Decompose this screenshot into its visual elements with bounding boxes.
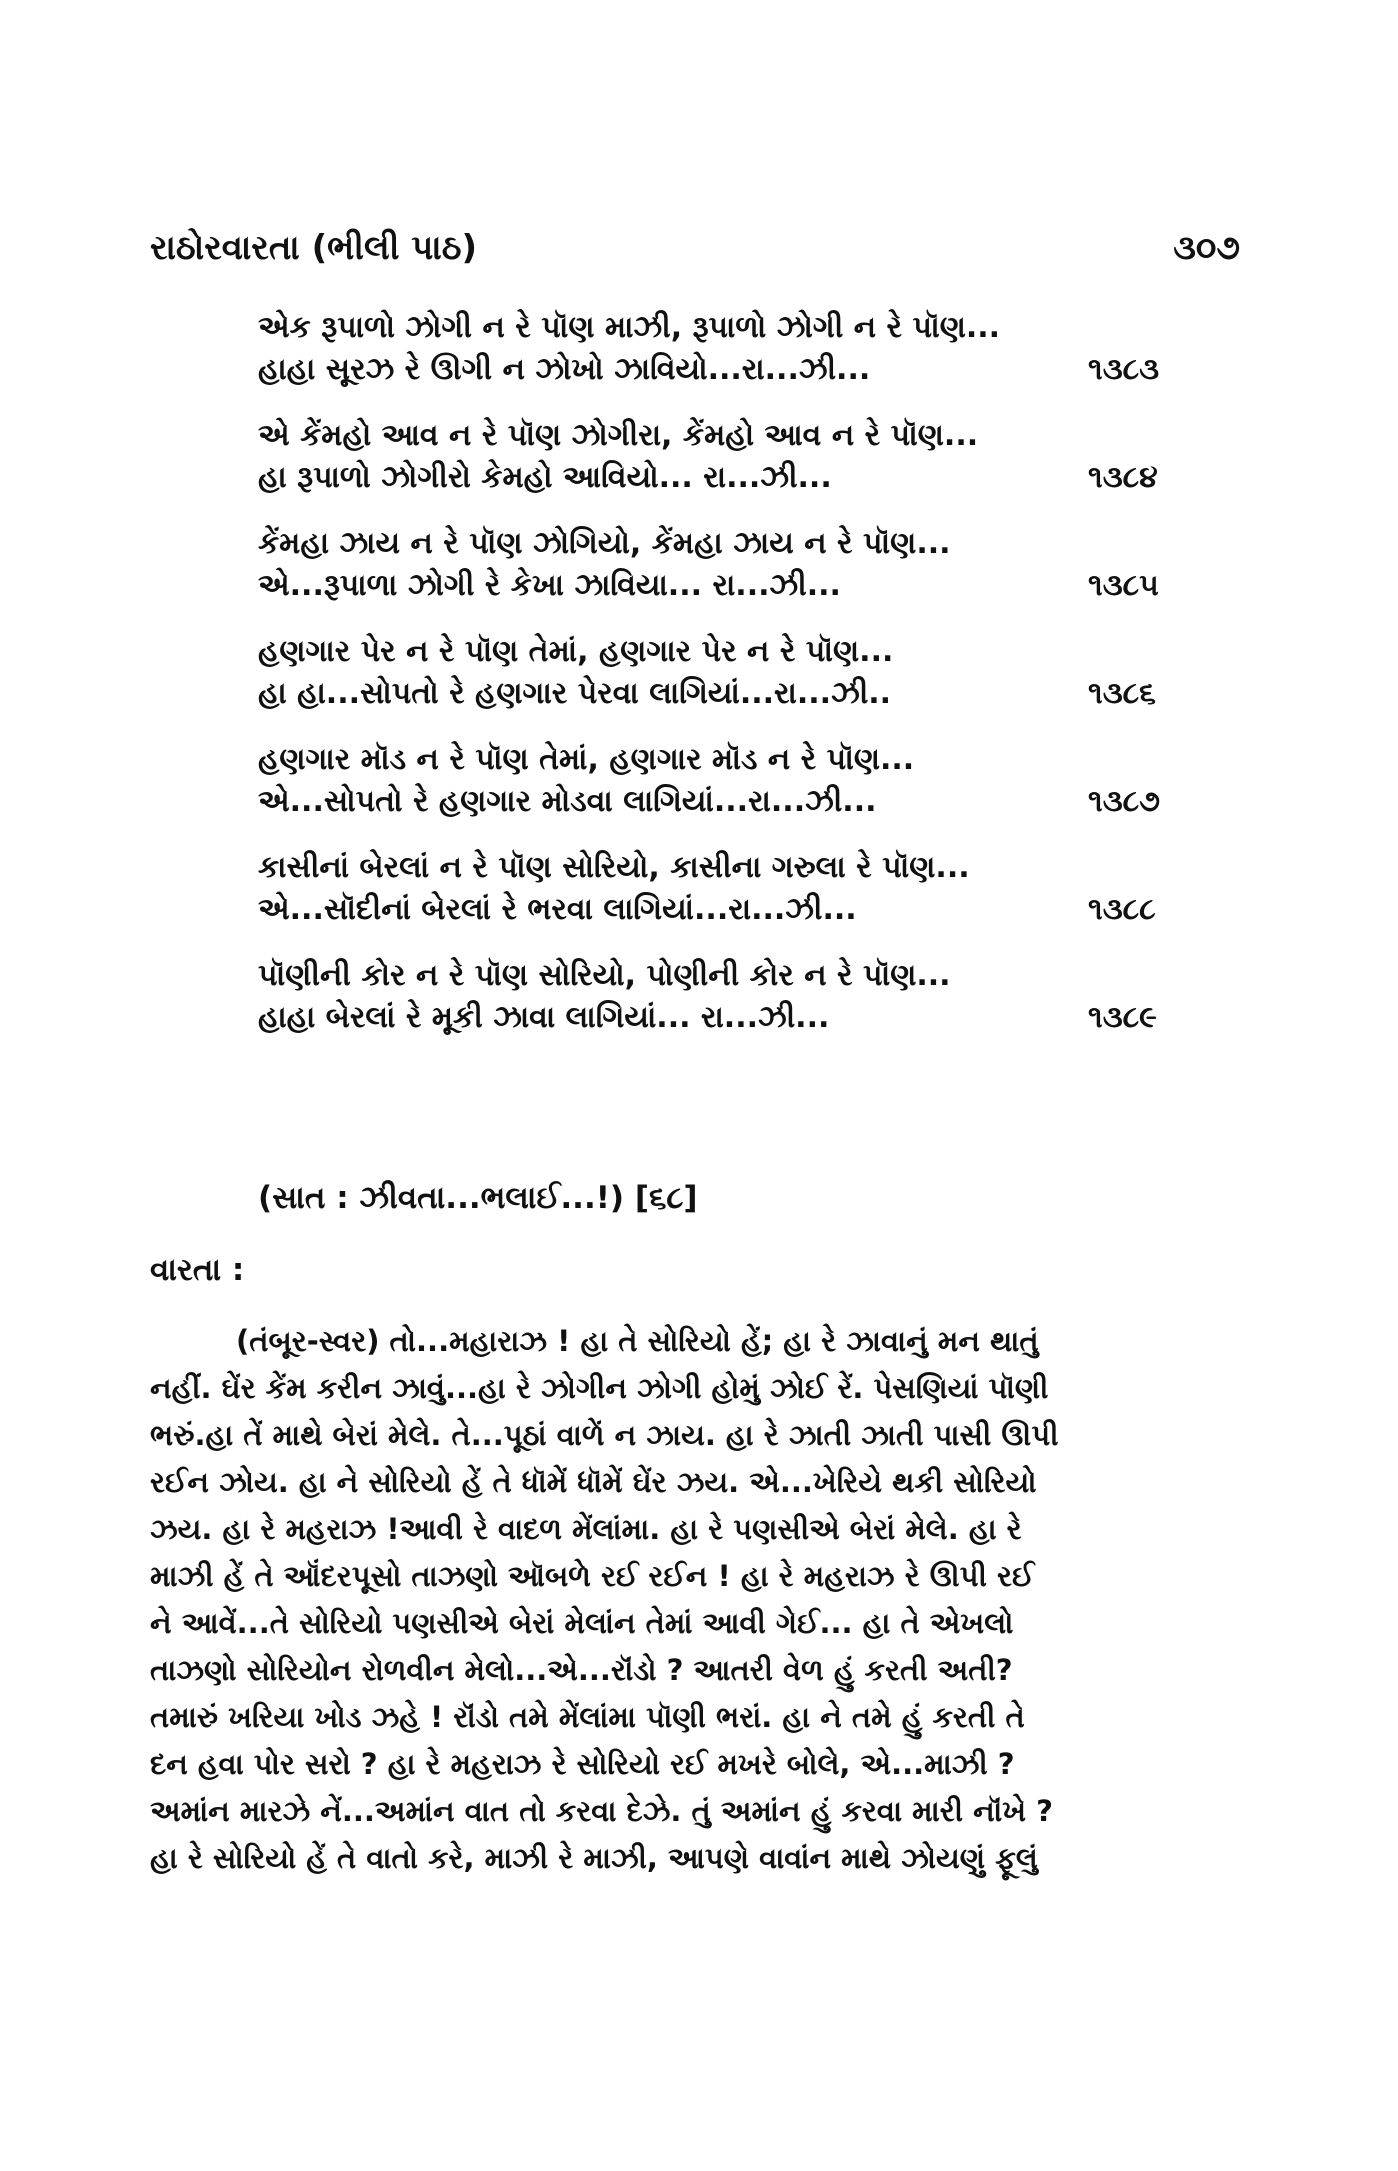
prose-line: માઝી હેં તે ઑંદરપૂસો તાઝણો ઑબળે રઈ રઈન ! હા રે મહરાઝ રે ઊપી રઈ	[150, 1559, 1035, 1593]
verse-line: કાસીનાં બેરલાં ન રે પૉણ સોરિયો, કાસીના ગરુલા રે પૉણ...	[258, 850, 970, 885]
verse-number: ૧૩૮૬	[1088, 676, 1156, 711]
verse-number: ૧૩૮૮	[1088, 892, 1156, 927]
verse-number: ૧૩૮૫	[1088, 568, 1159, 603]
stanza	[0, 840, 1398, 948]
verse-line: હણગાર મૉડ ન રે પૉણ તેમાં, હણગાર મૉડ ન રે પૉણ...	[258, 742, 915, 777]
verse-line: એ...રૂપાળા ઝોગી રે કેખા ઝાવિયા... રા...ઝી...	[258, 568, 841, 603]
verse-line: હા રૂપાળો ઝોગીરો કેમહો આવિયો... રા...ઝી...	[258, 460, 832, 495]
verse-line: હાહા બેરલાં રે મૂકી ઝાવા લાગિયાં... રા...ઝી...	[258, 1000, 830, 1035]
prose-line: ને આવેં...તે સોરિયો પણસીએ બેરાં મેલાંન તેમાં આવી ગેઈ... હા તે એખલો	[150, 1606, 1014, 1640]
stanza	[0, 516, 1398, 624]
verse-line: એ...સૉદીનાં બેરલાં રે ભરવા લાગિયાં...રા...ઝી...	[258, 892, 857, 927]
prose-paragraph	[150, 1318, 1240, 1882]
prose-line: અમાંન મારઝે નેં...અમાંન વાત તો કરવા દેઝે. તું અમાંન હું કરવા મારી નૉંખે ?	[150, 1794, 1053, 1828]
section-note: (સાત : ઝીવતા...ભલાઈ...!) [૬૮]	[258, 1180, 698, 1216]
prose-line: રઈન ઝોય. હા ને સોરિયો હેં તે ધૉમેં ધૉમેં ઘેંર ઝય. એ...ખેરિયે થકી સોરિયો	[150, 1465, 1037, 1499]
verse-line: પૉણીની કોર ન રે પૉણ સોરિયો, પોણીની કોર ન રે પૉણ...	[258, 958, 951, 993]
prose-line: નહીં. ઘેંર કેંમ કરીન ઝાવું...હા રે ઝોગીન ઝોગી હોમું ઝોઈ રેં. પેસણિયાં પૉણી	[150, 1371, 1049, 1405]
verse-line: એક રૂપાળો ઝોગી ન રે પૉણ માઝી, રૂપાળો ઝોગી ન રે પૉણ...	[258, 310, 1001, 345]
stanza	[0, 948, 1398, 1056]
prose-line: તાઝણો સોરિયોન રોળવીન મેલો...એ...રૉંડો ? આતરી વેળ હું કરતી અતી?	[150, 1653, 1013, 1687]
verse-number: ૧૩૮૪	[1088, 460, 1158, 495]
prose-line: ભરું.હા તેં માથે બેરાં મેલે. તે...પૂઠાં વાળેં ન ઝાય. હા રે ઝાતી ઝાતી પાસી ઊપી	[150, 1418, 1059, 1452]
stanza	[0, 732, 1398, 840]
verse-line: કેંમહા ઝાય ન રે પૉણ ઝોગિયો, કેંમહા ઝાય ન રે પૉણ...	[258, 526, 951, 561]
running-title: રાઠોરવારતા (ભીલી પાઠ)	[150, 228, 478, 268]
prose-line: તમારું ખરિયા ખોડ ઝહે ! રૉંડો તમે મેંલાંમા પૉણી ભરાં. હા ને તમે હું કરતી તે	[150, 1700, 1025, 1734]
verse-line: હા હા...સોપતો રે હણગાર પેરવા લાગિયાં...રા...ઝી..	[258, 676, 892, 711]
verse-number: ૧૩૮૯	[1088, 1000, 1157, 1035]
verse-line: એ...સોપતો રે હણગાર મોડવા લાગિયાં...રા...ઝી...	[258, 784, 877, 819]
verse-number: ૧૩૮૩	[1088, 352, 1160, 387]
prose-line: હા રે સોરિયો હેં તે વાતો કરે, માઝી રે માઝી, આપણે વાવાંન માથે ઝોયણું ફૂલું	[150, 1841, 1038, 1875]
prose-line: દન હવા પોર સરો ? હા રે મહરાઝ રે સોરિયો રઈ મખરે બોલે, એ...માઝી ?	[150, 1747, 1015, 1781]
verse-number: ૧૩૮૭	[1088, 784, 1161, 819]
verse-line: હાહા સૂરઝ રે ઊગી ન ઝોખો ઝાવિયો...રા...ઝી...	[258, 352, 871, 387]
verse-stanzas	[0, 300, 1398, 1056]
stanza	[0, 300, 1398, 408]
stanza	[0, 624, 1398, 732]
prose-line: ઝય. હા રે મહરાઝ !આવી રે વાદળ મેંલાંમા. હા રે પણસીએ બેરાં મેલે. હા રે	[150, 1512, 1022, 1546]
stanza	[0, 408, 1398, 516]
page-number: ૩૦૭	[1173, 228, 1240, 268]
prose-line: (તંબૂર-સ્વર) તો...મહારાઝ ! હા તે સોરિયો હેં; હા રે ઝાવાનું મન થાતું	[236, 1324, 1039, 1358]
page-header	[150, 228, 1240, 278]
verse-line: હણગાર પેર ન રે પૉણ તેમાં, હણગાર પેર ન રે પૉણ...	[258, 634, 894, 669]
section-heading: વારતા :	[150, 1252, 245, 1288]
verse-line: એ કેંમહો આવ ન રે પૉણ ઝોગીરા, કેંમહો આવ ન રે પૉણ...	[258, 418, 979, 453]
